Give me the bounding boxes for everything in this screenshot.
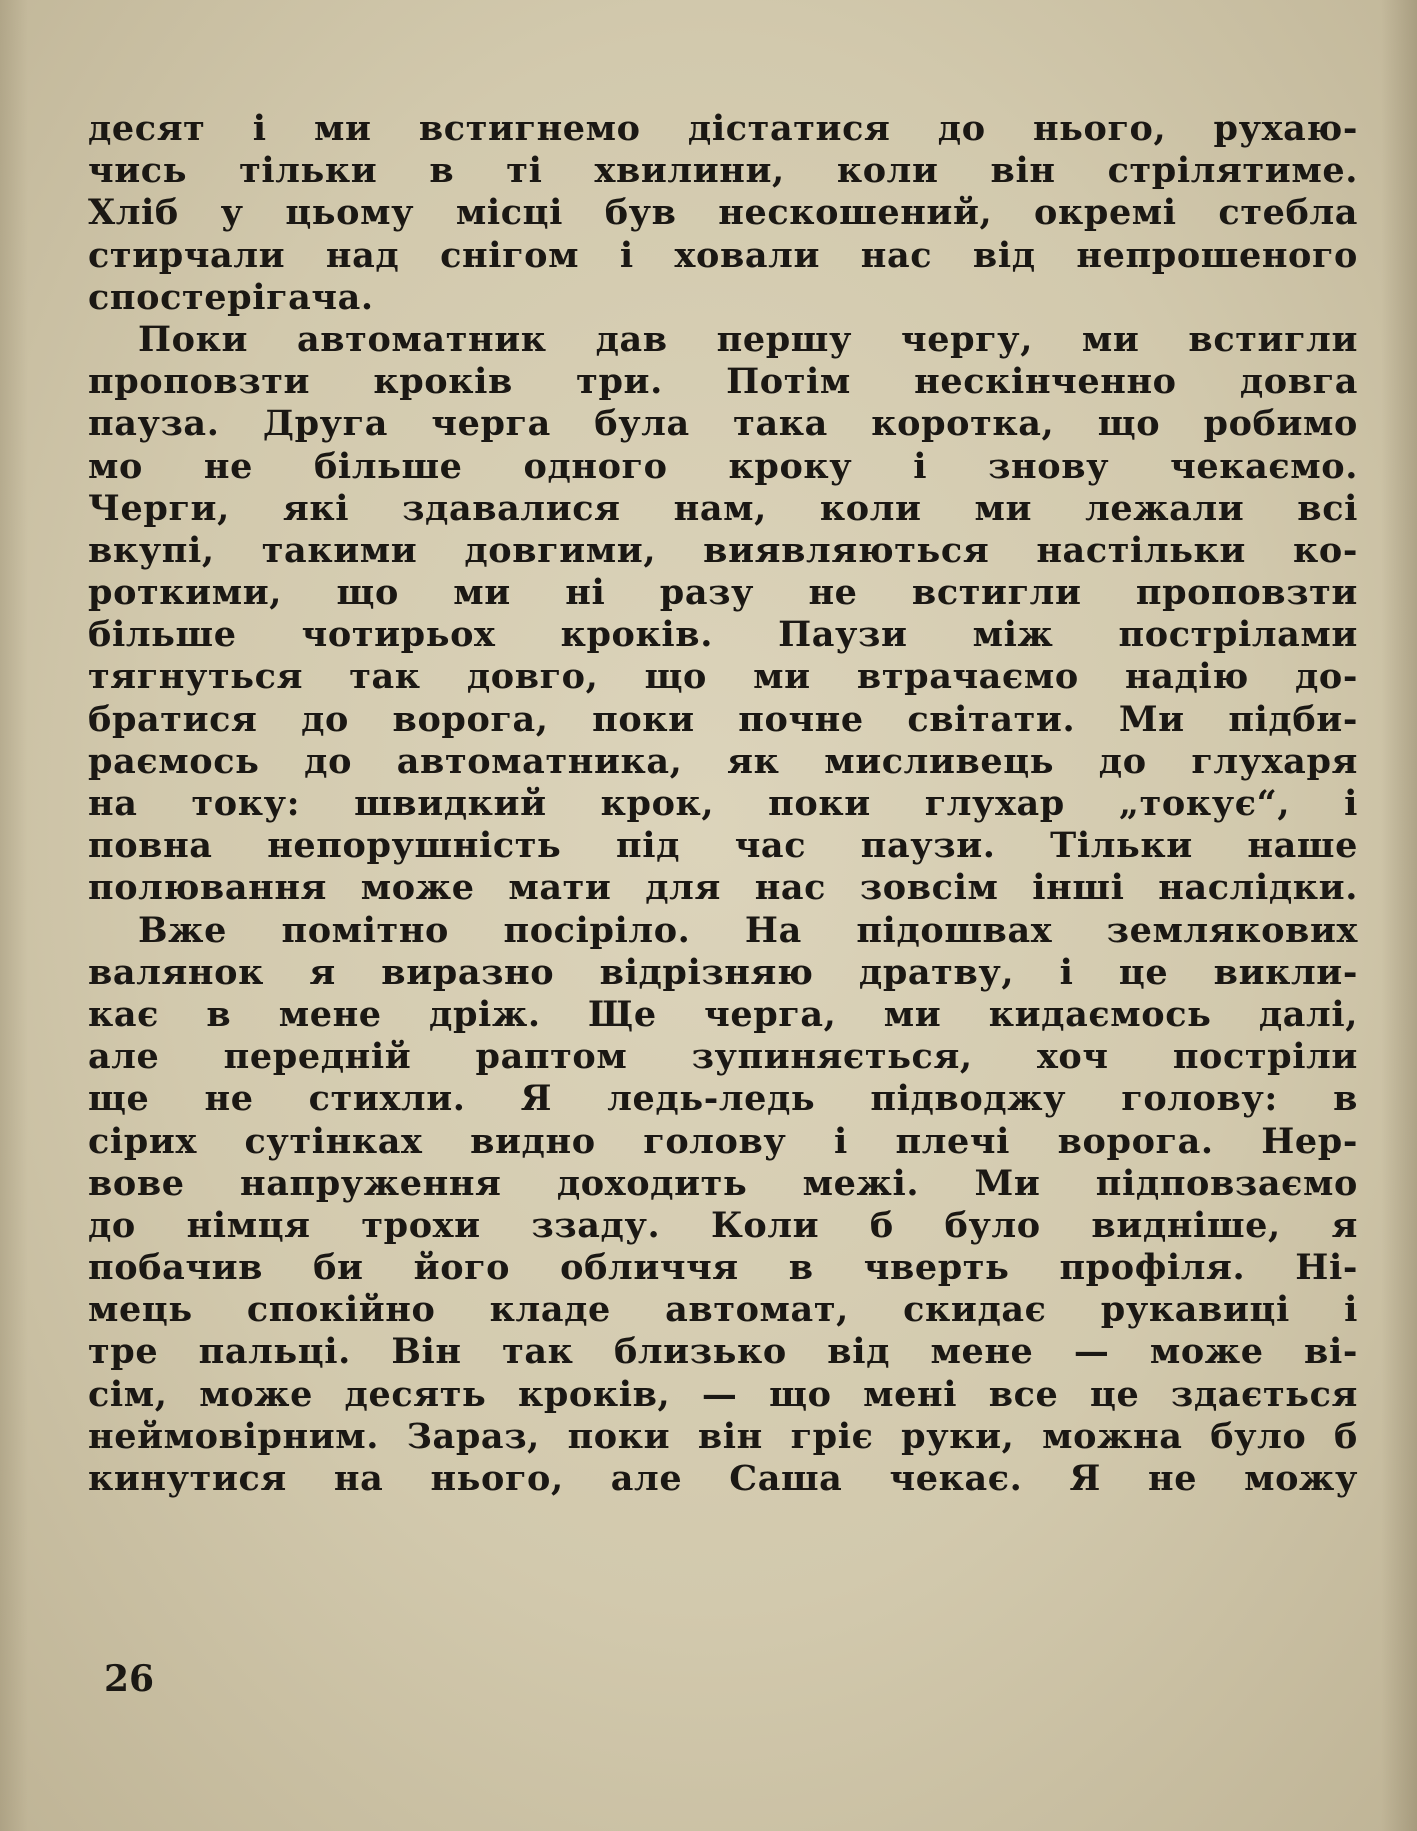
paragraph-3 — [88, 910, 1358, 1501]
text-line: побачив би його обличчя в чверть профіля. Ні- — [88, 1247, 1358, 1289]
text-line: проповзти кроків три. Потім нескінченно довга — [88, 361, 1358, 403]
text-line: полювання може мати для нас зовсім інші наслідки. — [88, 867, 1358, 909]
text-line: до німця трохи ззаду. Коли б було видніше, я — [88, 1204, 1358, 1246]
text-line: сірих сутінках видно голову і плечі ворога. Нер- — [88, 1120, 1358, 1162]
text-line: більше чотирьох кроків. Паузи між пострілами — [88, 614, 1358, 656]
text-line: пауза. Друга черга була така коротка, що робимо — [88, 403, 1358, 445]
text-line: роткими, що ми ні разу не встигли проповзти — [88, 572, 1358, 614]
text-line: сім, може десять кроків, — що мені все це здається — [88, 1373, 1358, 1415]
text-line: раємось до автоматника, як мисливець до глухаря — [88, 740, 1358, 782]
page-text — [88, 108, 1358, 1500]
text-line: кає в мене дріж. Ще черга, ми кидаємось далі, — [88, 993, 1358, 1035]
paragraph-2 — [88, 319, 1358, 910]
paragraph-1 — [88, 108, 1358, 319]
page-number: 26 — [104, 1658, 155, 1700]
page-shadow-left — [0, 0, 28, 1831]
text-line: валянок я виразно відрізняю дратву, і це викли- — [88, 951, 1358, 993]
text-line: тягнуться так довго, що ми втрачаємо надію до- — [88, 656, 1358, 698]
text-line: кинутися на нього, але Саша чекає. Я не можу — [88, 1458, 1358, 1499]
text-line: братися до ворога, поки почне світати. Ми підби- — [88, 698, 1358, 740]
page-shadow-right — [1381, 0, 1417, 1831]
text-line: тре пальці. Він так близько від мене — може ві- — [88, 1331, 1358, 1373]
text-line: вкупі, такими довгими, виявляються настільки ко- — [88, 529, 1358, 571]
text-line: чись тільки в ті хвилини, коли він стрілятиме. — [88, 150, 1358, 192]
text-line: стирчали над снігом і ховали нас від непрошеного — [88, 234, 1358, 276]
text-line: але передній раптом зупиняється, хоч постріли — [88, 1036, 1358, 1078]
text-line: ще не стихли. Я ледь-ледь підводжу голову: в — [88, 1078, 1358, 1120]
text-line: десят і ми встигнемо дістатися до нього, рухаю- — [88, 108, 1358, 149]
text-line: вове напруження доходить межі. Ми підповзаємо — [88, 1162, 1358, 1204]
text-line: повна непорушність під час паузи. Тільки наше — [88, 825, 1358, 867]
text-line: спостерігача. — [88, 276, 374, 318]
text-line: Хліб у цьому місці був нескошений, окремі стебла — [88, 192, 1358, 234]
text-line: Вже помітно посіріло. На підошвах землякових — [138, 909, 1358, 951]
text-line: Поки автоматник дав першу чергу, ми встигли — [138, 318, 1358, 360]
text-line: Черги, які здавалися нам, коли ми лежали всі — [88, 487, 1358, 529]
text-line: мо не більше одного кроку і знову чекаємо. — [88, 445, 1358, 487]
text-line: мець спокійно кладе автомат, скидає рукавиці і — [88, 1289, 1358, 1331]
text-line: на току: швидкий крок, поки глухар „токує“, і — [88, 783, 1358, 824]
text-line: неймовірним. Зараз, поки він гріє руки, можна було б — [88, 1415, 1358, 1457]
